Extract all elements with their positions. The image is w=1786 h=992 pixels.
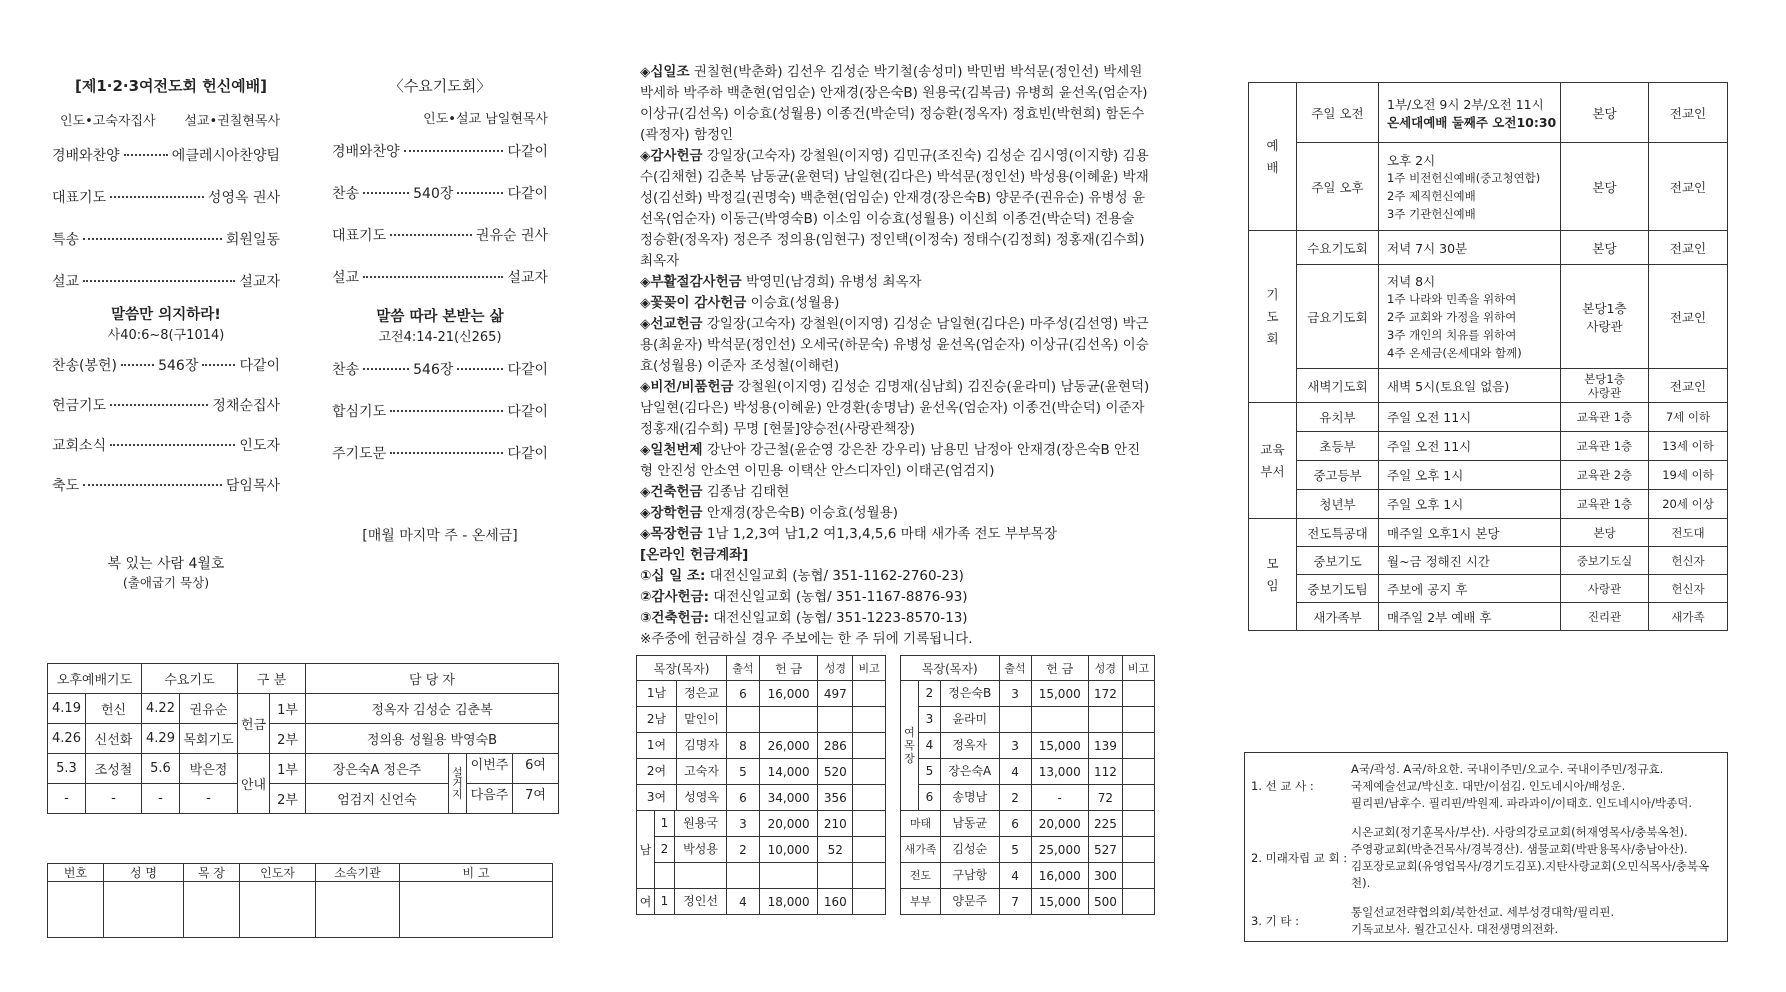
empty-cell[interactable] bbox=[184, 882, 240, 938]
newcomer-table: 번호 성 명 목 장 인도자 소속기관 비 고 bbox=[47, 863, 553, 938]
header-division: 구 분 bbox=[238, 664, 306, 694]
order-item-label: 설교 bbox=[52, 274, 80, 290]
table-row: 1남 정은교 6 16,000 497 bbox=[637, 681, 886, 707]
order-item-label: 헌금기도 bbox=[52, 398, 107, 414]
table-row: 기도회 수요기도회 저녁 7시 30분 본당 전교인 bbox=[1249, 231, 1728, 265]
table-row bbox=[48, 882, 553, 938]
header-afternoon-prayer: 오후예배기도 bbox=[48, 664, 142, 694]
offering-thanks: ◈감사헌금 강일장(고숙자) 강철원(이지영) 김민규(조진숙) 김성순 김시영(이지향) 김용수(김채현) 김춘복 남동균(윤현덕) 남일현(김다은) 박석문(정인선) 박성용(이혜윤) 박재성(김선화) 박정길(권명숙) 백춘현(엄임순) 안재경(장은숙B) 양문주(권유순) 유병성 윤선옥(엄순자) 이동근(박영숙B) 이소임 이승효(성월용) 이신희 이종건(박순덕) 전용술 정승환(정옥자) 정은주 정의용(임현구) 정인택(이정숙) 정태수(김정희) 정홍재(김수희) 최옥자 bbox=[640, 148, 1149, 269]
sermon-title: 말씀만 의지하라! bbox=[111, 307, 221, 323]
wed-title: 〈수요기도회〉 bbox=[388, 77, 492, 95]
table-row: 3여 성영옥 6 34,000 356 bbox=[637, 785, 886, 811]
order-item-value: 설교자 bbox=[239, 274, 280, 290]
order-item-value: 인도자 bbox=[239, 438, 280, 454]
duty-table bbox=[47, 663, 559, 814]
mission-section-others: 3. 기 타 : 통일선교전략협의회/북한선교. 세부성경대학/필리핀. 기독교보사. 월간고신사. 대전생명의전화. bbox=[1251, 905, 1615, 936]
table-row: 중고등부 주일 오후 1시 교육관 2층 19세 이하 bbox=[1249, 461, 1728, 490]
order-item-label: 대표기도 bbox=[52, 190, 107, 206]
order-item-value: 다같이 bbox=[239, 358, 281, 374]
order-item-value: 다같이 bbox=[507, 446, 548, 462]
table-row: 모임 전도특공대 매주일 오후1시 본당 본당 전도대 bbox=[1249, 519, 1728, 547]
order-item-value: 다같이 bbox=[507, 186, 549, 202]
devotion-leader: 인도•고숙자집사 bbox=[60, 114, 156, 129]
mission-section-missionaries: 1. 선 교 사 : A국/곽성. A국/하요한. 국내이주민/오교수. 국내이주민/정규효. 국제예술선교/박신호. 대만/이섬김. 인도네시아/배성운. 필리핀/남후수. 필리핀/박원제. 파라과이/이태호. 인도네시아/박종덕. bbox=[1251, 762, 1693, 810]
table-row: 교육부서 유치부 주일 오전 11시 교육관 1층 7세 이하 bbox=[1249, 403, 1728, 432]
table-row: 주일 오후 오후 2시 1주 비전헌신예배(중고청연합) 2주 제직헌신예배 3주 기관헌신예배 본당 전교인 bbox=[1249, 143, 1728, 231]
mokjang-table-1: 목장(목자) 출석 헌 금 성경 비고 1남 정은교 6 16,000 497 2남 맡인이 1여 김명자 8 26,000 286 2여 고숙자 5 14,000 520 3여 성영옥 6 34,000 356 남 1 원용국 3 20,000 210 2 박성용 2 10,000 52 여 1 정인선 4 18,000 160 bbox=[636, 655, 886, 915]
hymn-number: 540장 bbox=[413, 186, 454, 202]
cat-education: 교육부서 bbox=[1249, 403, 1297, 519]
wed-note: [매월 마지막 주 - 온세금] bbox=[362, 528, 518, 544]
order-item-value: 에클레시아찬양팀 bbox=[171, 148, 280, 164]
blessing-subtitle: (출애굽기 묵상) bbox=[122, 575, 210, 590]
order-item-value: 권유순 권사 bbox=[475, 228, 548, 244]
header-person-in-charge: 담 당 자 bbox=[306, 664, 559, 694]
order-item-value: 담임목사 bbox=[225, 478, 280, 494]
order-item-value: 다같이 bbox=[507, 404, 548, 420]
account-line: ③건축헌금: 대전신일교회 (농협/ 351-1223-8570-13) bbox=[640, 610, 968, 626]
offering-building: ◈건축헌금 김종남 김태현 bbox=[640, 484, 790, 500]
order-item-value: 성영옥 권사 bbox=[207, 190, 280, 206]
table-row: 6 송명남 2 - 72 bbox=[901, 785, 1155, 811]
order-item-label: 합심기도 bbox=[332, 404, 387, 420]
order-item-value: 다같이 bbox=[507, 144, 548, 160]
order-item-label: 찬송 bbox=[332, 186, 360, 202]
table-row: 중보기도 월~금 정해진 시간 중보기도실 헌신자 bbox=[1249, 547, 1728, 575]
order-item-label: 대표기도 bbox=[332, 228, 387, 244]
order-item-label: 찬송 bbox=[332, 362, 360, 378]
header-wed-prayer: 수요기도 bbox=[142, 664, 238, 694]
sermon-reference: 사40:6~8(구1014) bbox=[107, 328, 225, 343]
mokjang-table-2: 목장(목자) 출석 헌 금 성경 비고 여목장 2 정은숙B 3 15,000 172 3 윤라미 4 정옥자 3 15,000 139 5 장은숙A 4 13,000 112 6 송명남 2 - 72 마태 남동균 6 20,000 225 새가족 김성순 5 25,000 527 전도 구남항 4 16,000 300 부부 양문주 7 15,000 500 bbox=[900, 655, 1155, 915]
table-row: 중보기도팀 주보에 공지 후 사랑관 헌신자 bbox=[1249, 575, 1728, 603]
table-row bbox=[637, 863, 886, 889]
mission-support-box bbox=[1244, 752, 1728, 942]
table-row: 4 정옥자 3 15,000 139 bbox=[901, 733, 1155, 759]
table-row: 3 윤라미 bbox=[901, 707, 1155, 733]
empty-cell[interactable] bbox=[48, 882, 104, 938]
table-row: 새가족부 매주일 2부 예배 후 진리관 새가족 bbox=[1249, 603, 1728, 631]
hymn-number: 546장 bbox=[413, 362, 454, 378]
empty-cell[interactable] bbox=[240, 882, 316, 938]
order-item-label: 주기도문 bbox=[332, 446, 387, 462]
empty-cell[interactable] bbox=[104, 882, 184, 938]
order-item-value: 다같이 bbox=[507, 362, 549, 378]
table-row: 4.19 헌신 4.22 권유순 헌금 1부 정옥자 김성순 김춘복 bbox=[48, 694, 559, 724]
cat-worship: 예배 bbox=[1249, 83, 1297, 231]
online-note: ※주중에 헌금하실 경우 주보에는 한 주 뒤에 기록됩니다. bbox=[640, 631, 973, 647]
table-row: 전도 구남항 4 16,000 300 bbox=[901, 863, 1155, 889]
account-line: ①십 일 조: 대전신일교회 (농협/ 351-1162-2760-23) bbox=[640, 568, 964, 584]
account-line: ②감사헌금: 대전신일교회 (농협/ 351-1167-8876-93) bbox=[640, 589, 968, 605]
offering-scholarship: ◈장학헌금 안재경(장은숙B) 이승효(성월용) bbox=[640, 505, 898, 521]
hymn-number: 546장 bbox=[158, 358, 199, 374]
devotion-service-order bbox=[52, 75, 280, 591]
table-row: 부부 양문주 7 15,000 500 bbox=[901, 889, 1155, 915]
offering-mokjang: ◈목장헌금 1남 1,2,3여 남1,2 여1,3,4,5,6 마태 새가족 전도 부부목장 bbox=[640, 526, 1058, 542]
offering-mission: ◈선교헌금 강일장(고숙자) 강철원(이지영) 김성순 남일현(김다은) 마주성(김선영) 박근용(최윤자) 박석문(정인선) 오세국(하문숙) 유병성 윤선옥(엄순자) 이상규(김선옥) 이승효(성월용) 이준자 조성철(이해련) bbox=[640, 316, 1149, 374]
table-row: 청년부 주일 오후 1시 교육관 1층 20세 이상 bbox=[1249, 490, 1728, 519]
cat-prayer: 기도회 bbox=[1249, 231, 1297, 403]
devotion-preacher: 설교•권칠현목사 bbox=[184, 114, 280, 129]
table-row: 예배 주일 오전 1부/오전 9시 2부/오전 11시 온세대예배 둘째주 오전10:30 본당 전교인 bbox=[1249, 83, 1728, 143]
wed-leader: 인도•설교 남일현목사 bbox=[423, 112, 548, 127]
table-row: 2남 맡인이 bbox=[637, 707, 886, 733]
offering-vision: ◈비전/비품헌금 강철원(이지영) 김성순 김명재(심남희) 김진승(윤라미) 남동균(윤현덕) 남일현(김다은) 박성용(이혜윤) 안경환(송명남) 윤선옥(엄순자) 이종건(박순덕) 이준자 정홍재(김수희) 무명 [현물]양승전(사랑관책장) bbox=[640, 379, 1150, 437]
table-row: 5.3 조성철 5.6 박은정 안내 1부 장은숙A 정은주 설거지 이번주 6여 bbox=[48, 754, 559, 784]
table-row: 여목장 2 정은숙B 3 15,000 172 bbox=[901, 681, 1155, 707]
table-row: 2여 고숙자 5 14,000 520 bbox=[637, 759, 886, 785]
order-item-value: 회원일동 bbox=[225, 232, 280, 248]
order-item-label: 특송 bbox=[52, 232, 80, 248]
offerings-list bbox=[640, 62, 1150, 650]
table-row: 새벽기도회 새벽 5시(토요일 없음) 본당1층 사랑관 전교인 bbox=[1249, 369, 1728, 403]
offering-cell: 헌금 bbox=[238, 694, 270, 754]
offering-thousand: ◈일천번제 강난아 강근철(윤순영 강은찬 강우리) 남용민 남정아 안재경(장은숙B 안진형 안진성 안소연 이민용 이택산 안스디자인) 이태곤(엄검지) bbox=[640, 442, 1141, 479]
table-row: 여 1 정인선 4 18,000 160 bbox=[637, 889, 886, 915]
schedule-table bbox=[1248, 82, 1728, 631]
table-row: 4.26 신선화 4.29 목회기도 2부 정의용 성월용 박영숙B bbox=[48, 724, 559, 754]
order-item-label: 경배와찬양 bbox=[332, 144, 400, 160]
table-row: 1여 김명자 8 26,000 286 bbox=[637, 733, 886, 759]
table-row: 금요기도회 저녁 8시 1주 나라와 민족을 위하여 2주 교회와 가정을 위하여 3주 개인의 치유를 위하여 4주 온세금(온세대와 함께) 본당1층 사랑관 전교인 bbox=[1249, 265, 1728, 369]
table-row: - - - - 2부 엄검지 신언숙 다음주 7여 bbox=[48, 784, 559, 814]
offering-flower: ◈꽃꽂이 감사헌금 이승효(성월용) bbox=[640, 295, 840, 311]
mission-section-churches: 2. 미래자립 교 회 : 시온교회(정기훈목사/부산). 사랑의강로교회(허재영목사/충북옥천). 주영광교회(박춘건목사/경북경산). 샘물교회(박판용목사/충남아산). 김포장로교회(유영업목사/경기도김포).지탄사랑교회(오민식목사/충북옥천). bbox=[1251, 825, 1710, 890]
order-item-label: 축도 bbox=[52, 478, 80, 494]
order-item-label: 찬송(봉헌) bbox=[52, 358, 118, 374]
table-row: 마태 남동균 6 20,000 225 bbox=[901, 811, 1155, 837]
wed-sermon-title: 말씀 따라 본받는 삶 bbox=[376, 309, 504, 325]
offering-easter: ◈부활절감사헌금 박영민(남경희) 유병성 최옥자 bbox=[640, 274, 922, 290]
cat-meeting: 모임 bbox=[1249, 519, 1297, 631]
offering-tithe: ◈십일조 권칠현(박춘화) 김선우 김성순 박기철(송성미) 박민범 박석문(정인선) 박세원 박세하 박주하 백춘현(엄임순) 안재경(장은숙B) 원용국(김복금) 유병희 윤선옥(엄순자) 이상규(김선옥) 이승효(성월용) 이종건(박순덕) 정승환(정옥자) 정효빈(박현희) 함돈수(곽정자) 함정인 bbox=[640, 64, 1148, 143]
empty-cell[interactable] bbox=[400, 882, 553, 938]
guide-cell: 안내 bbox=[238, 754, 270, 814]
order-item-value: 설교자 bbox=[507, 270, 548, 286]
order-item-label: 설교 bbox=[332, 270, 360, 286]
order-item-label: 경배와찬양 bbox=[52, 148, 120, 164]
blessing-title: 복 있는 사람 4월호 bbox=[107, 556, 225, 572]
table-row: 2 박성용 2 10,000 52 bbox=[637, 837, 886, 863]
table-row: 5 장은숙A 4 13,000 112 bbox=[901, 759, 1155, 785]
devotion-title: [제1·2·3여전도회 헌신예배] bbox=[74, 77, 268, 95]
dishwashing-cell: 설거지 bbox=[449, 754, 467, 814]
order-item-value: 정채순집사 bbox=[212, 398, 280, 414]
table-row: 남 1 원용국 3 20,000 210 bbox=[637, 811, 886, 837]
order-item-label: 교회소식 bbox=[52, 438, 107, 454]
table-row: 새가족 김성순 5 25,000 527 bbox=[901, 837, 1155, 863]
online-account-title: [온라인 헌금계좌] bbox=[640, 547, 749, 563]
empty-cell[interactable] bbox=[316, 882, 400, 938]
wed-sermon-reference: 고전4:14-21(신265) bbox=[378, 330, 502, 345]
wednesday-prayer-order bbox=[332, 75, 548, 545]
table-row: 초등부 주일 오전 11시 교육관 1층 13세 이하 bbox=[1249, 432, 1728, 461]
